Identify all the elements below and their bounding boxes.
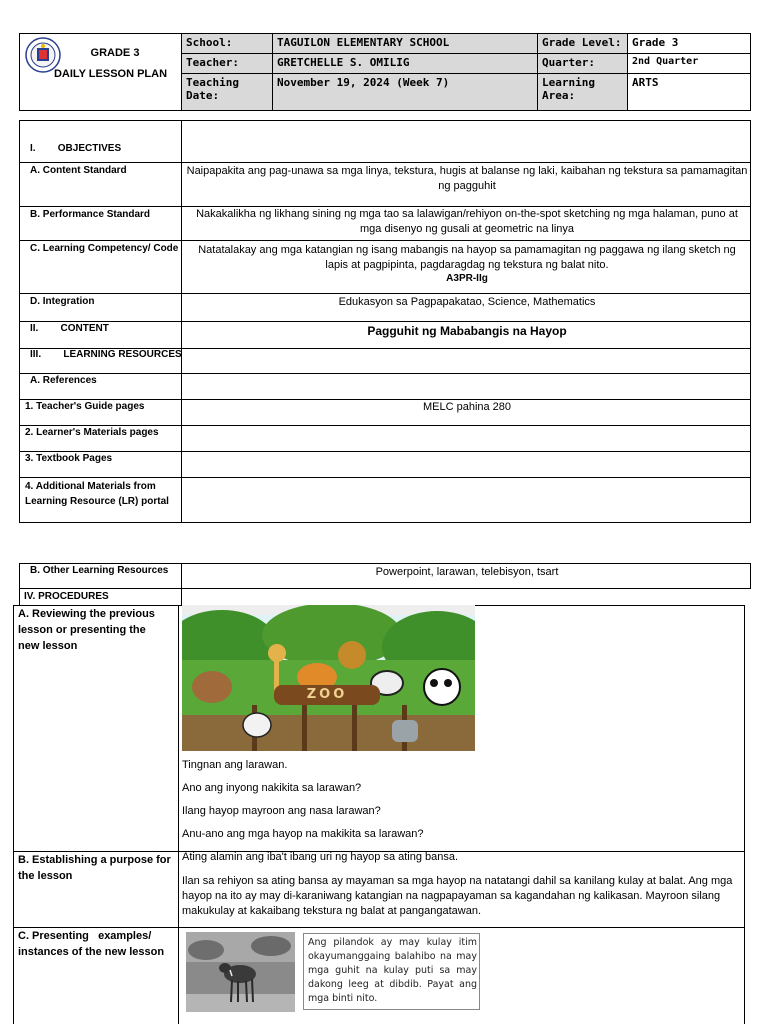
row-line [19,162,751,163]
grade-label: Grade Level: [537,33,628,54]
proc-a-line-2: Ano ang inyong nakikita sa larawan? [182,782,362,794]
procedures-heading: IV. PROCEDURES [24,591,109,602]
row-line [19,399,751,400]
performance-standard-label: B. Performance Standard [30,209,151,220]
lm-label: 2. Learner's Materials pages [25,427,159,438]
mouse-deer-caption: Ang pilandok ay may kulay itim okayumanggaing balahibo na may mga guhit na kulay puti sa may dakong leeg at dibdib. Payat ang mga binti nito. [308,937,477,1004]
proc-a-line-3: Ilang hayop mayroon ang nasa larawan? [182,805,381,817]
teacher-label: Teacher: [181,53,273,74]
date-label: Teaching Date: [181,73,273,111]
proc-b-line-2: Ilan sa rehiyon sa ating bansa ay mayaman sa mga hayop na natatangi dahil sa kanilang kulay at balat. Ang mga hayop na ito ay may di-karaniwang katangian na nagpapayaman sa kagandahan ng kalikasan. Mayroon silang makukulay at kakaibang tekstura ng balat at pangangatawan. [182,875,733,917]
proc-c-label: C. Presenting examples/ instances of the new lesson [18,930,165,958]
other-resources-value: Powerpoint, larawan, telebisyon, tsart [375,566,559,578]
title-dlp: DAILY LESSON PLAN [53,68,168,80]
proc-b-label: B. Establishing a purpose for the lesson [18,854,171,882]
teacher-value: GRETCHELLE S. OMILIG [272,53,538,74]
competency-value: Natatalakay ang mga katangian ng isang mabangis na hayop sa pamamagitan ng paggawa ng ilang sketch ng lapis at pagpipinta, pagdaragdag ng tekstura ng balat nito. [198,244,736,271]
quarter-label: Quarter: [537,53,628,74]
objectives-heading: I. OBJECTIVES [30,143,122,154]
other-resources-label: B. Other Learning Resources [30,565,169,576]
references-label: A. References [30,375,97,386]
grade-value: Grade 3 [627,33,751,54]
row-line [19,240,751,241]
content-heading: II. CONTENT [30,323,109,334]
tg-value: MELC pahina 280 [422,401,512,413]
proc-a-line-4: Anu-ano ang mga hayop na makikita sa larawan? [182,828,424,840]
competency-code: A3PR-IIg [446,273,488,284]
competency-label: C. Learning Competency/ Code [30,243,179,254]
content-value: Pagguhit ng Mababangis na Hayop [367,324,567,338]
proc-top-line-right [475,605,745,606]
additional-label: 4. Additional Materials from Learning Resource (LR) portal [25,481,169,507]
integration-value: Edukasyon sa Pagpapakatao, Science, Mathematics [338,296,596,308]
row-line [19,321,751,322]
area-label: Learning Area: [537,73,628,111]
proc-right-border [744,605,745,1024]
zoo-illustration [182,605,475,751]
quarter-value: 2nd Quarter [627,53,751,74]
area-value: ARTS [627,73,751,111]
zoo-sign-text: ZOO [306,687,348,702]
proc-a-label: A. Reviewing the previous lesson or presenting the new lesson [18,608,155,652]
row-line [19,293,751,294]
row-line [19,477,751,478]
content-standard-value: Naipapakita ang pag-unawa sa mga linya, tekstura, hugis at balanse ng laki, kaibahan ng tekstura sa pamamagitan ng pagguhit [186,165,748,192]
column-divider [181,563,182,589]
proc-col-divider [178,605,179,1024]
textbook-label: 3. Textbook Pages [25,453,113,464]
row-line [19,451,751,452]
school-value: TAGUILON ELEMENTARY SCHOOL [272,33,538,54]
performance-standard-value: Nakakalikha ng likhang sining ng mga tao sa lalawigan/rehiyon on-the-spot sketching ng mga halaman, puno at mga disenyo ng gusali at geometric na linya [196,208,738,235]
content-standard-label: A. Content Standard [30,165,127,176]
row-line [19,425,751,426]
title-grade: GRADE 3 [90,47,140,59]
proc-left-border [13,605,14,1024]
school-label: School: [181,33,273,54]
header-title-cell [19,33,182,111]
mouse-deer-photo [186,932,295,1012]
resources-heading: III. LEARNING RESOURCES [30,349,182,360]
proc-b-line-1: Ating alamin ang iba't ibang uri ng hayop sa ating bansa. [182,851,459,863]
row-line [19,373,751,374]
tg-label: 1. Teacher's Guide pages [25,401,145,412]
integration-label: D. Integration [30,296,95,307]
date-value: November 19, 2024 (Week 7) [272,73,538,111]
proc-a-line-1: Tingnan ang larawan. [182,759,288,771]
